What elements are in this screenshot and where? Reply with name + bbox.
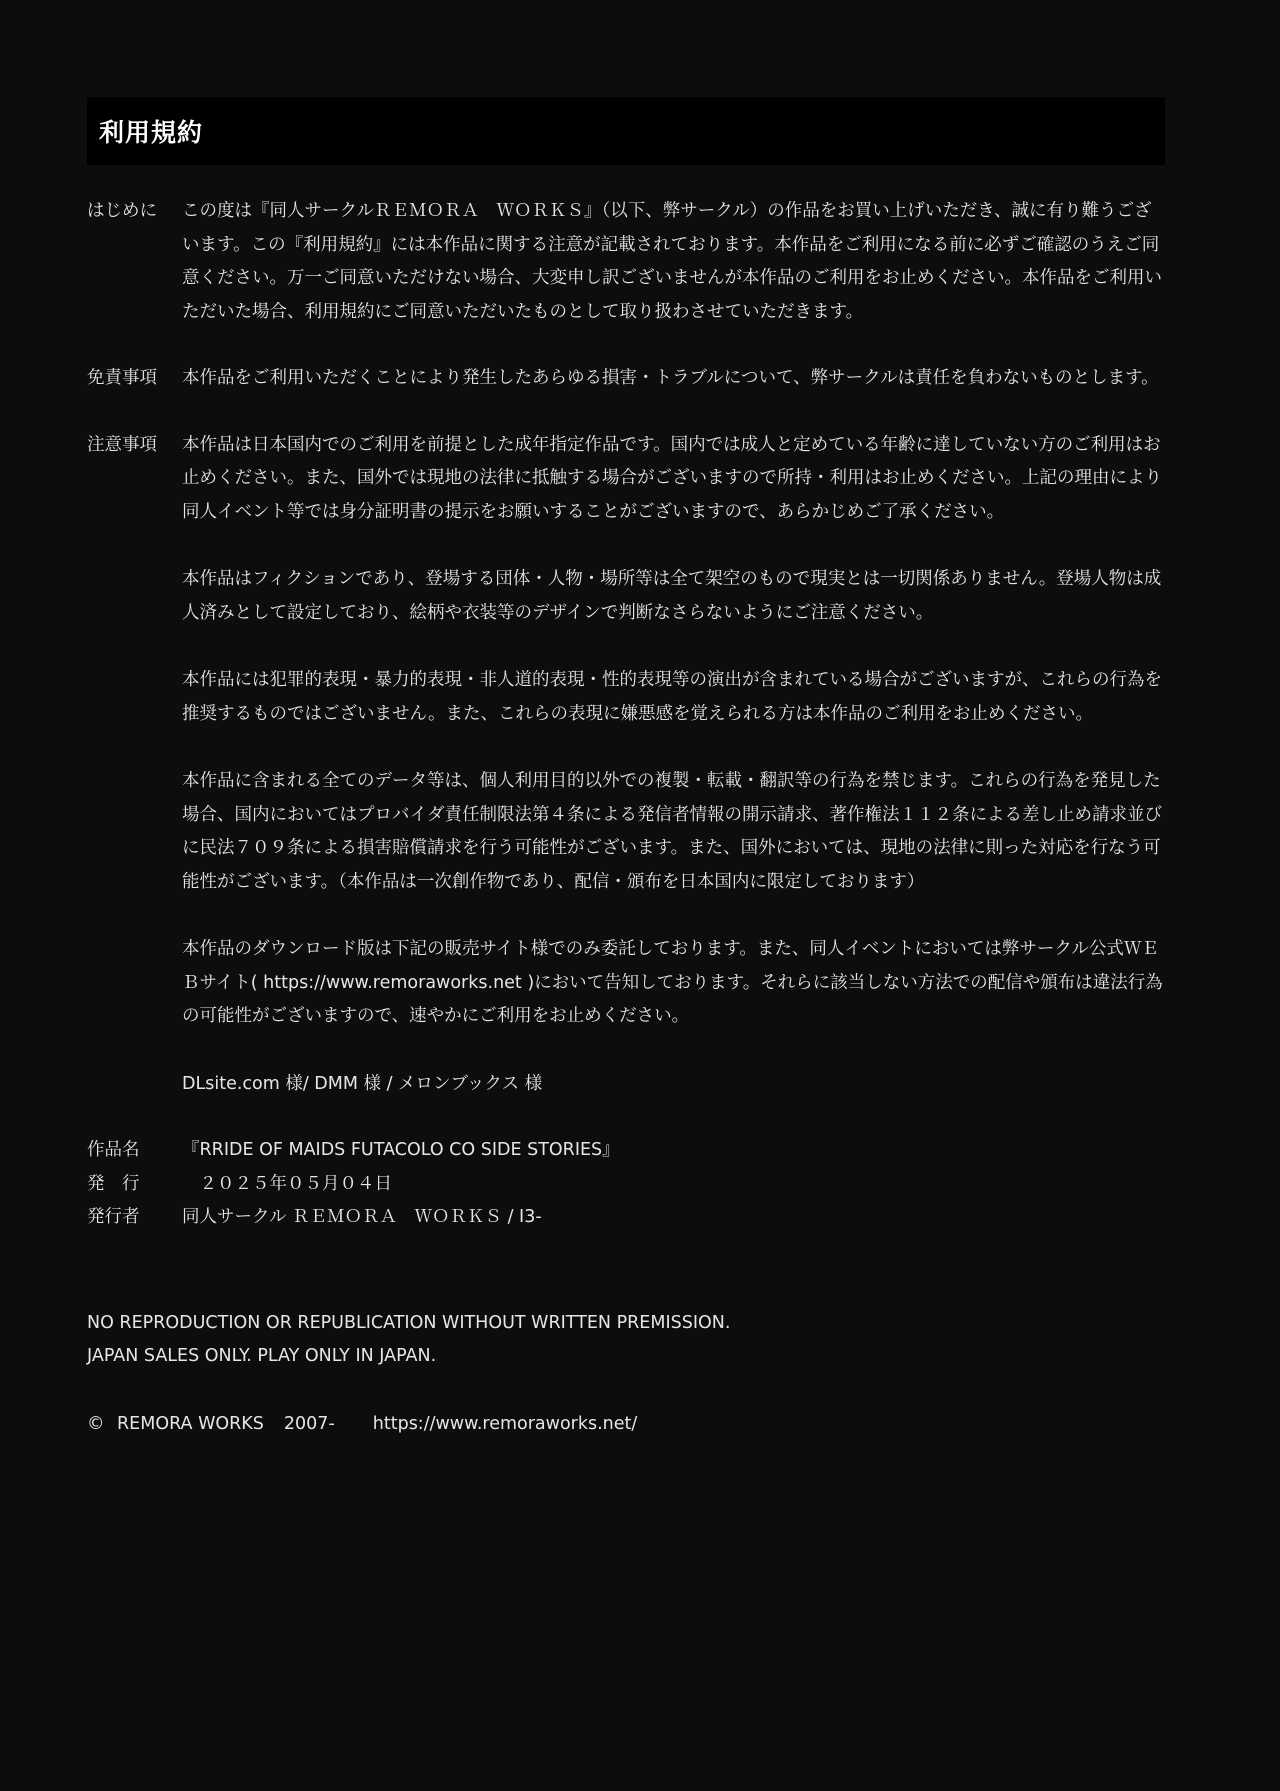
section-body [182, 362, 1165, 396]
notice-line: NO REPRODUCTION OR REPUBLICATION WITHOUT WRITTEN PREMISSION. [87, 1312, 731, 1333]
meta-row-title [87, 1134, 1165, 1168]
paragraph: 本作品には犯罪的表現・暴力的表現・非人道的表現・性的表現等の演出が含まれている場合がございますが、これらの行為を推奨するものではございません。また、これらの表現に嫌悪感を覚えられる方は本作品のご利用をお止めください。 [182, 670, 1162, 724]
english-notice [87, 1307, 1165, 1374]
copyright-year: 2007- [283, 1413, 335, 1434]
publication-info [87, 1134, 1165, 1235]
meta-label: 発行者 [87, 1207, 140, 1227]
paragraph: 本作品をご利用いただくことにより発生したあらゆる損害・トラブルについて、弊サークルは責任を負わないものとします。 [182, 368, 1159, 388]
paragraph: 本作品のダウンロード版は下記の販売サイト様でのみ委託しております。また、同人イベントにおいては弊サークル公式ＷＥＢサイト( https://www.remoraworks.net )において告知しております。それらに該当しない方法での配信や頒布は違法行為の可能性がございますので、速やかにご利用をお止めください。 [182, 939, 1163, 1026]
notice-line: JAPAN SALES ONLY. PLAY ONLY IN JAPAN. [87, 1346, 437, 1366]
paragraph: 本作品は日本国内でのご利用を前提とした成年指定作品です。国内では成人と定めている年齢に達していない方のご利用はお止めください。また、国外では現地の法律に抵触する場合がございますので所持・利用はお止めください。上記の理由により同人イベント等では身分証明書の提示をお願いすることがございますので、あらかじめご了承ください。 [182, 434, 1162, 522]
paragraph: 本作品に含まれる全てのデータ等は、個人利用目的以外での複製・転載・翻訳等の行為を禁じます。これらの行為を発見した場合、国内においてはプロバイダ責任制限法第４条による発信者情報の開示請求、著作権法１１２条による差し止め請求並びに民法７０９条による損害賠償請求を行う可能性がございます。また、国外においては、現地の法律に則った対応を行なう可能性がございます。（本作品は一次創作物であり、配信・頒布を日本国内に限定しております） [182, 771, 1162, 892]
meta-label: 作品名 [87, 1140, 140, 1160]
section-body [182, 195, 1165, 329]
copyright-org: REMORA WORKS [117, 1413, 264, 1434]
meta-value: 同人サークル ＲＥＭＯＲＡ ＷＯＲＫＳ / I3- [182, 1207, 542, 1227]
meta-label: 発 行 [87, 1173, 140, 1194]
section-label: 注意事項 [87, 434, 157, 455]
terms-page [87, 97, 1165, 1441]
terms-content [87, 195, 1165, 1441]
meta-row-publisher [87, 1201, 1165, 1235]
section-notes [87, 429, 1165, 1102]
section-body [182, 429, 1165, 1102]
paragraph: 本作品はフィクションであり、登場する団体・人物・場所等は全て架空のもので現実とは一切関係ありません。登場人物は成人済みとして設定しており、絵柄や衣装等のデザインで判断なさらないようにご注意ください。 [182, 569, 1162, 623]
sales-sites: DLsite.com 様/ DMM 様 / メロンブックス 様 [182, 1073, 543, 1094]
section-label: はじめに [87, 201, 157, 221]
meta-value: 『RRIDE OF MAIDS FUTACOLO CO SIDE STORIES』 [182, 1140, 620, 1160]
website-link[interactable]: https://www.remoraworks.net/ [372, 1413, 638, 1434]
copyright-line [87, 1408, 1165, 1442]
title-bar [87, 97, 1165, 165]
page-title: 利用規約 [99, 118, 204, 147]
meta-row-date [87, 1168, 1165, 1202]
paragraph: この度は『同人サークルＲＥＭＯＲＡ ＷＯＲＫＳ』（以下、弊サークル）の作品をお買い上げいただき、誠に有り難うございます。この『利用規約』には本作品に関する注意が記載されております。本作品をご利用になる前に必ずご確認のうえご同意ください。万一ご同意いただけない場合、大変申し訳ございませんが本作品のご利用をお止めください。本作品をご利用いただいた場合、利用規約にご同意いただいたものとして取り扱わさせていただきます。 [182, 201, 1162, 322]
section-label: 免責事項 [87, 368, 157, 388]
section-disclaimer [87, 362, 1165, 396]
meta-value: ２０２５年０５月０４日 [182, 1173, 392, 1194]
section-introduction [87, 195, 1165, 329]
copyright-symbol: © [87, 1413, 105, 1434]
